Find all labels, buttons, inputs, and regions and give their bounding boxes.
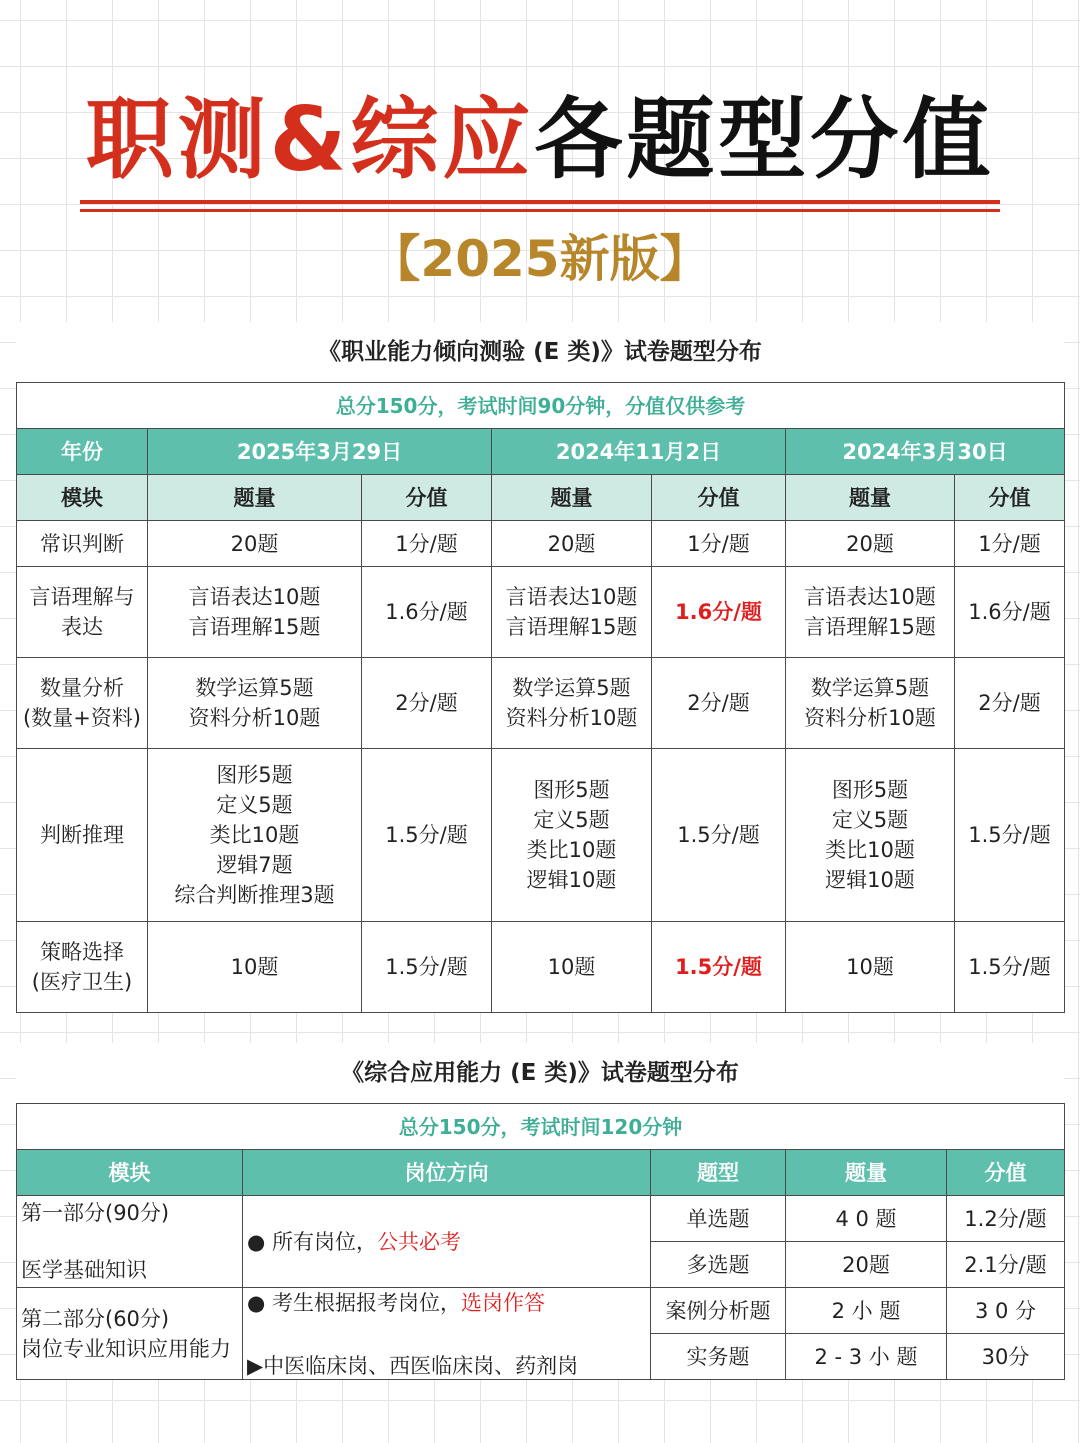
date-header: 2024年3月30日 bbox=[786, 429, 1065, 475]
aptitude-test-panel bbox=[16, 322, 1064, 1013]
part1-module-subtitle: 医学基础知识 bbox=[21, 1258, 147, 1282]
module-row bbox=[17, 521, 1065, 567]
count-line: 言语表达10题 bbox=[804, 585, 936, 609]
count-cell bbox=[786, 521, 955, 567]
module-row bbox=[17, 658, 1065, 749]
module-name-line: (数量+资料) bbox=[23, 706, 141, 730]
count-line: 定义5题 bbox=[216, 793, 293, 817]
score-cell: 2.1分/题 bbox=[947, 1242, 1065, 1288]
count-header: 题量 bbox=[148, 475, 362, 521]
count-header: 题量 bbox=[786, 1150, 947, 1196]
count-line: 言语理解15题 bbox=[804, 615, 936, 639]
part1-direction-cell bbox=[243, 1196, 651, 1288]
title-black-part: 各题型分值 bbox=[534, 88, 995, 191]
date-header: 2024年11月2日 bbox=[492, 429, 786, 475]
score-cell: 1分/题 bbox=[362, 521, 492, 567]
count-line: 言语理解15题 bbox=[188, 615, 321, 639]
type-cell: 实务题 bbox=[651, 1334, 786, 1380]
comprehensive-note: 总分150分，考试时间120分钟 bbox=[17, 1104, 1065, 1150]
count-line: 数学运算5题 bbox=[512, 676, 631, 700]
module-name-line: (医疗卫生) bbox=[31, 970, 133, 994]
aptitude-note: 总分150分，考试时间90分钟，分值仅供参考 bbox=[17, 383, 1065, 429]
part1-row-1 bbox=[17, 1196, 1065, 1242]
count-line: 20题 bbox=[846, 531, 894, 556]
count-header: 题量 bbox=[492, 475, 652, 521]
score-cell: 1.5分/题 bbox=[652, 922, 786, 1013]
count-line: 20题 bbox=[547, 531, 596, 556]
count-line: 言语理解15题 bbox=[505, 615, 638, 639]
count-line: 定义5题 bbox=[831, 808, 909, 832]
module-name-line: 常识判断 bbox=[40, 531, 124, 556]
score-header: 分值 bbox=[362, 475, 492, 521]
score-cell: 1分/题 bbox=[652, 521, 786, 567]
score-cell: 2分/题 bbox=[652, 658, 786, 749]
type-cell: 单选题 bbox=[651, 1196, 786, 1242]
score-cell: 1.5分/题 bbox=[955, 922, 1065, 1013]
count-line: 数学运算5题 bbox=[810, 676, 930, 700]
date-header: 2025年3月29日 bbox=[148, 429, 492, 475]
count-cell bbox=[492, 749, 652, 922]
module-name-line: 言语理解与 bbox=[29, 585, 135, 609]
count-line: 10题 bbox=[846, 955, 894, 979]
count-line: 资料分析10题 bbox=[188, 706, 321, 730]
score-cell: 2分/题 bbox=[362, 658, 492, 749]
count-line: 言语表达10题 bbox=[188, 585, 321, 609]
count-line: 逻辑7题 bbox=[216, 853, 293, 877]
score-cell: 1.6分/题 bbox=[652, 567, 786, 658]
score-cell: 3 0 分 bbox=[947, 1288, 1065, 1334]
count-cell bbox=[492, 658, 652, 749]
comprehensive-panel bbox=[16, 1043, 1064, 1380]
module-row bbox=[17, 749, 1065, 922]
count-line: 类比10题 bbox=[526, 838, 617, 862]
count-cell bbox=[492, 567, 652, 658]
edition-label: 【2025新版】 bbox=[370, 230, 710, 288]
part1-module-cell bbox=[17, 1196, 243, 1288]
count-line: 资料分析10题 bbox=[505, 706, 638, 730]
count-line: 图形5题 bbox=[533, 778, 610, 802]
count-cell bbox=[148, 567, 362, 658]
module-cell bbox=[17, 749, 148, 922]
module-header: 模块 bbox=[17, 1150, 243, 1196]
part2-module-title: 第二部分(60分) bbox=[21, 1306, 170, 1331]
type-cell: 多选题 bbox=[651, 1242, 786, 1288]
page-title bbox=[0, 85, 1080, 195]
count-line: 10题 bbox=[230, 955, 279, 979]
count-cell bbox=[786, 922, 955, 1013]
type-cell: 案例分析题 bbox=[651, 1288, 786, 1334]
score-cell: 1.5分/题 bbox=[362, 922, 492, 1013]
module-row bbox=[17, 567, 1065, 658]
title-red-part: 职测&综应 bbox=[85, 88, 535, 191]
count-line: 言语表达10题 bbox=[505, 585, 638, 609]
aptitude-test-title: 《职业能力倾向测验 (E 类)》试卷题型分布 bbox=[318, 339, 762, 365]
count-line: 资料分析10题 bbox=[804, 706, 936, 730]
part2-module-subtitle: 岗位专业知识应用能力 bbox=[21, 1336, 231, 1361]
count-cell bbox=[148, 922, 362, 1013]
score-cell: 2分/题 bbox=[955, 658, 1065, 749]
module-cell bbox=[17, 521, 148, 567]
score-cell: 1.6分/题 bbox=[362, 567, 492, 658]
count-line: 数学运算5题 bbox=[195, 676, 314, 700]
part1-direction-highlight: 公共必考 bbox=[377, 1229, 461, 1254]
column-header-row bbox=[17, 475, 1065, 521]
part2-direction-line1 bbox=[247, 1288, 545, 1318]
score-header: 分值 bbox=[947, 1150, 1065, 1196]
comprehensive-note-row bbox=[17, 1104, 1065, 1150]
count-cell bbox=[786, 567, 955, 658]
score-cell: 1.2分/题 bbox=[947, 1196, 1065, 1242]
score-header: 分值 bbox=[955, 475, 1065, 521]
aptitude-note-row bbox=[17, 383, 1065, 429]
comprehensive-table bbox=[16, 1103, 1065, 1380]
score-header: 分值 bbox=[652, 475, 786, 521]
part1-direction-text: ● 所有岗位， bbox=[247, 1229, 377, 1254]
part1-module-title: 第一部分(90分) bbox=[21, 1201, 170, 1225]
count-cell: 20题 bbox=[786, 1242, 947, 1288]
count-line: 图形5题 bbox=[216, 763, 293, 787]
score-cell: 1.5分/题 bbox=[652, 749, 786, 922]
part2-row-1 bbox=[17, 1288, 1065, 1334]
count-line: 逻辑10题 bbox=[825, 868, 915, 892]
module-cell bbox=[17, 922, 148, 1013]
count-cell bbox=[148, 521, 362, 567]
count-header: 题量 bbox=[786, 475, 955, 521]
count-line: 类比10题 bbox=[825, 838, 915, 862]
module-cell bbox=[17, 567, 148, 658]
count-cell: 2 - 3 小 题 bbox=[786, 1334, 947, 1380]
year-header-row bbox=[17, 429, 1065, 475]
module-cell bbox=[17, 658, 148, 749]
count-line: 类比10题 bbox=[209, 823, 300, 847]
part2-direction-cell bbox=[243, 1288, 651, 1380]
score-cell: 1.5分/题 bbox=[955, 749, 1065, 922]
year-label: 年份 bbox=[17, 429, 148, 475]
count-line: 10题 bbox=[547, 955, 596, 979]
count-line: 逻辑10题 bbox=[526, 868, 617, 892]
module-header: 模块 bbox=[17, 475, 148, 521]
score-cell: 1.6分/题 bbox=[955, 567, 1065, 658]
module-row bbox=[17, 922, 1065, 1013]
type-header: 题型 bbox=[651, 1150, 786, 1196]
count-line: 20题 bbox=[230, 531, 279, 556]
module-name-line: 策略选择 bbox=[40, 940, 124, 964]
count-cell bbox=[148, 658, 362, 749]
module-name-line: 表达 bbox=[61, 615, 103, 639]
count-line: 图形5题 bbox=[831, 778, 909, 802]
part2-direction-line2: ▶中医临床岗、西医临床岗、药剂岗 bbox=[247, 1354, 579, 1378]
aptitude-test-table bbox=[16, 382, 1065, 1013]
count-cell bbox=[492, 922, 652, 1013]
count-cell bbox=[786, 658, 955, 749]
part2-direction-text: ● 考生根据报考岗位， bbox=[247, 1291, 461, 1315]
module-name-line: 数量分析 bbox=[40, 676, 124, 700]
score-cell: 30分 bbox=[947, 1334, 1065, 1380]
part2-direction-highlight: 选岗作答 bbox=[461, 1291, 545, 1315]
count-cell: 2 小 题 bbox=[786, 1288, 947, 1334]
title-underline-thin bbox=[80, 209, 1000, 212]
direction-header: 岗位方向 bbox=[243, 1150, 651, 1196]
title-underline bbox=[80, 200, 1000, 204]
aptitude-table-body bbox=[17, 521, 1065, 1013]
module-name-line: 判断推理 bbox=[40, 823, 124, 847]
count-line: 综合判断推理3题 bbox=[174, 883, 335, 907]
part2-module-cell bbox=[17, 1288, 243, 1380]
comprehensive-title: 《综合应用能力 (E 类)》试卷题型分布 bbox=[341, 1060, 739, 1086]
count-line: 定义5题 bbox=[533, 808, 610, 832]
comprehensive-header-row bbox=[17, 1150, 1065, 1196]
count-cell bbox=[148, 749, 362, 922]
count-cell bbox=[492, 521, 652, 567]
score-cell: 1分/题 bbox=[955, 521, 1065, 567]
score-cell: 1.5分/题 bbox=[362, 749, 492, 922]
count-cell bbox=[786, 749, 955, 922]
count-cell: 4 0 题 bbox=[786, 1196, 947, 1242]
